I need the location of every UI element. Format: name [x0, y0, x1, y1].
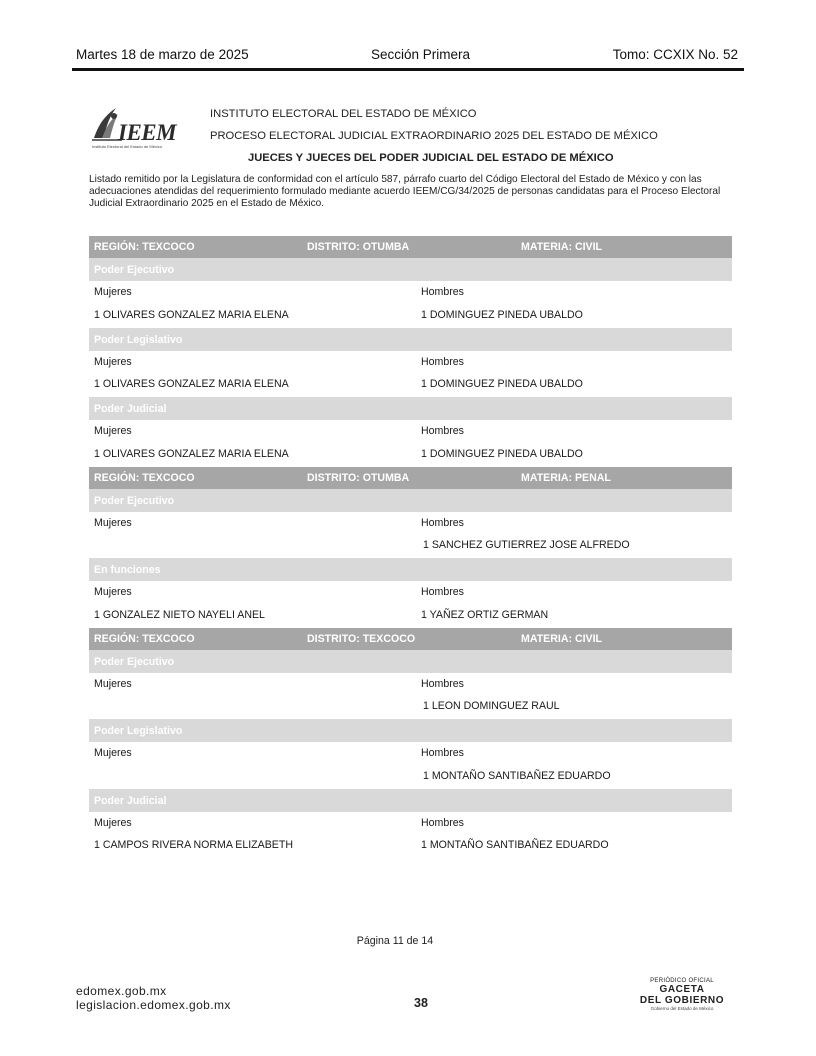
section-label: Poder Judicial	[94, 794, 167, 807]
section-label: Poder Legislativo	[94, 333, 183, 346]
section-label: Poder Judicial	[94, 403, 167, 415]
candidate-row	[89, 765, 732, 789]
gender-labels-row	[89, 512, 732, 535]
women-label: Mujeres	[94, 586, 132, 598]
region-header-row	[89, 628, 732, 650]
document-title: JUECES Y JUECES DEL PODER JUDICIAL DEL ESTADO DE MÉXICO	[248, 152, 614, 164]
header-volume: Tomo: CCXIX No. 52	[612, 47, 738, 62]
men-label: Hombres	[421, 425, 464, 437]
gaceta-name-1: GACETA	[659, 984, 705, 995]
header-rule	[72, 68, 744, 71]
candidate-row	[89, 304, 732, 328]
gender-labels-row	[89, 673, 732, 696]
subject-label: MATERIA: CIVIL	[521, 241, 603, 253]
section-label: En funciones	[94, 564, 161, 576]
logo-subtitle: Instituto Electoral del Estado de México	[92, 144, 163, 149]
gender-labels-row	[89, 351, 732, 374]
gaceta-logo	[634, 978, 730, 1011]
candidate-man: 1 DOMINGUEZ PINEDA UBALDO	[421, 378, 583, 390]
men-label: Hombres	[421, 286, 464, 298]
intro-paragraph: Listado remitido por la Legislatura de conformidad con el artículo 587, párrafo cuarto del Código Electoral del Estado de México y con las adecuaciones atendidas del requerimiento formulado mediante acuerdo IEEM/CG/34/2025 de personas candidatas para el Proceso Electoral Judicial Extraordinario 2025 en el Estado de México.	[89, 174, 721, 209]
candidate-man: 1 DOMINGUEZ PINEDA UBALDO	[421, 447, 583, 460]
candidate-row	[89, 604, 732, 628]
subject-label: MATERIA: PENAL	[521, 471, 611, 484]
women-label: Mujeres	[94, 355, 132, 368]
gender-labels-row	[89, 742, 732, 765]
candidate-man: 1 YAÑEZ ORTIZ GERMAN	[421, 608, 549, 621]
women-label: Mujeres	[94, 425, 132, 437]
candidates-table	[89, 236, 732, 858]
section-row	[89, 719, 732, 742]
page-header	[76, 47, 742, 63]
gender-labels-row	[89, 281, 732, 304]
men-label: Hombres	[421, 355, 464, 368]
gender-labels-row	[89, 812, 732, 835]
gender-labels-row	[89, 420, 732, 443]
footer-links	[76, 984, 231, 1012]
header-date: Martes 18 de marzo de 2025	[76, 47, 249, 62]
section-row	[89, 258, 732, 281]
women-label: Mujeres	[94, 816, 132, 829]
candidate-row	[89, 443, 732, 467]
men-label: Hombres	[421, 516, 464, 529]
section-row	[89, 328, 732, 351]
district-label: DISTRITO: OTUMBA	[307, 241, 410, 253]
women-label: Mujeres	[94, 286, 132, 298]
men-label: Hombres	[421, 586, 464, 598]
candidate-woman: 1 OLIVARES GONZALEZ MARIA ELENA	[94, 447, 289, 460]
section-row	[89, 558, 732, 581]
ieem-logo	[88, 104, 184, 152]
men-label: Hombres	[421, 747, 464, 759]
section-label: Poder Ejecutivo	[94, 264, 175, 276]
logo-wordmark: IEEM	[118, 120, 177, 145]
institution-name: INSTITUTO ELECTORAL DEL ESTADO DE MÉXICO	[210, 108, 477, 120]
footer-page-number: 38	[414, 996, 428, 1010]
subject-label: MATERIA: CIVIL	[521, 632, 603, 645]
section-label: Poder Ejecutivo	[94, 494, 175, 507]
header-section: Sección Primera	[371, 47, 471, 62]
page-of-label: Página 11 de 14	[356, 935, 434, 947]
candidate-man: 1 DOMINGUEZ PINEDA UBALDO	[421, 308, 583, 321]
candidate-woman: 1 OLIVARES GONZALEZ MARIA ELENA	[94, 308, 289, 321]
section-row	[89, 789, 732, 812]
candidate-man: 1 MONTAÑO SANTIBAÑEZ EDUARDO	[423, 769, 611, 782]
region-header-row	[89, 236, 732, 258]
candidate-row	[89, 834, 732, 858]
gender-labels-row	[89, 581, 732, 604]
process-name: PROCESO ELECTORAL JUDICIAL EXTRAORDINARIO 2025 DEL ESTADO DE MÉXICO	[210, 130, 658, 142]
women-label: Mujeres	[94, 677, 132, 690]
candidate-row	[89, 695, 732, 719]
gaceta-subtitle: Gobierno del Estado de México	[650, 1006, 714, 1011]
candidate-man: 1 SANCHEZ GUTIERREZ JOSE ALFREDO	[423, 539, 630, 551]
section-label: Poder Legislativo	[94, 725, 183, 737]
women-label: Mujeres	[94, 516, 132, 529]
candidate-woman: 1 CAMPOS RIVERA NORMA ELIZABETH	[94, 839, 293, 851]
women-label: Mujeres	[94, 747, 132, 759]
candidate-man: 1 LEON DOMINGUEZ RAUL	[423, 700, 560, 712]
district-label: DISTRITO: OTUMBA	[307, 471, 410, 484]
region-label: REGIÓN: TEXCOCO	[94, 632, 195, 645]
candidate-woman: 1 OLIVARES GONZALEZ MARIA ELENA	[94, 378, 289, 390]
region-header-row	[89, 467, 732, 489]
section-row	[89, 397, 732, 420]
footer-link-legislacion[interactable]: legislacion.edomex.gob.mx	[76, 998, 231, 1012]
candidate-woman: 1 GONZALEZ NIETO NAYELI ANEL	[94, 608, 265, 621]
section-row	[89, 489, 732, 512]
men-label: Hombres	[421, 677, 464, 690]
region-label: REGIÓN: TEXCOCO	[94, 471, 195, 484]
candidate-man: 1 MONTAÑO SANTIBAÑEZ EDUARDO	[421, 839, 609, 851]
footer-link-edomex[interactable]: edomex.gob.mx	[76, 984, 167, 998]
district-label: DISTRITO: TEXCOCO	[307, 632, 416, 645]
candidate-row	[89, 373, 732, 397]
gaceta-top: PERIÓDICO OFICIAL	[650, 978, 714, 984]
section-label: Poder Ejecutivo	[94, 655, 175, 668]
region-label: REGIÓN: TEXCOCO	[94, 241, 195, 253]
section-row	[89, 650, 732, 673]
men-label: Hombres	[421, 816, 464, 829]
candidate-row	[89, 534, 732, 558]
gaceta-name-2: DEL GOBIERNO	[639, 995, 725, 1006]
